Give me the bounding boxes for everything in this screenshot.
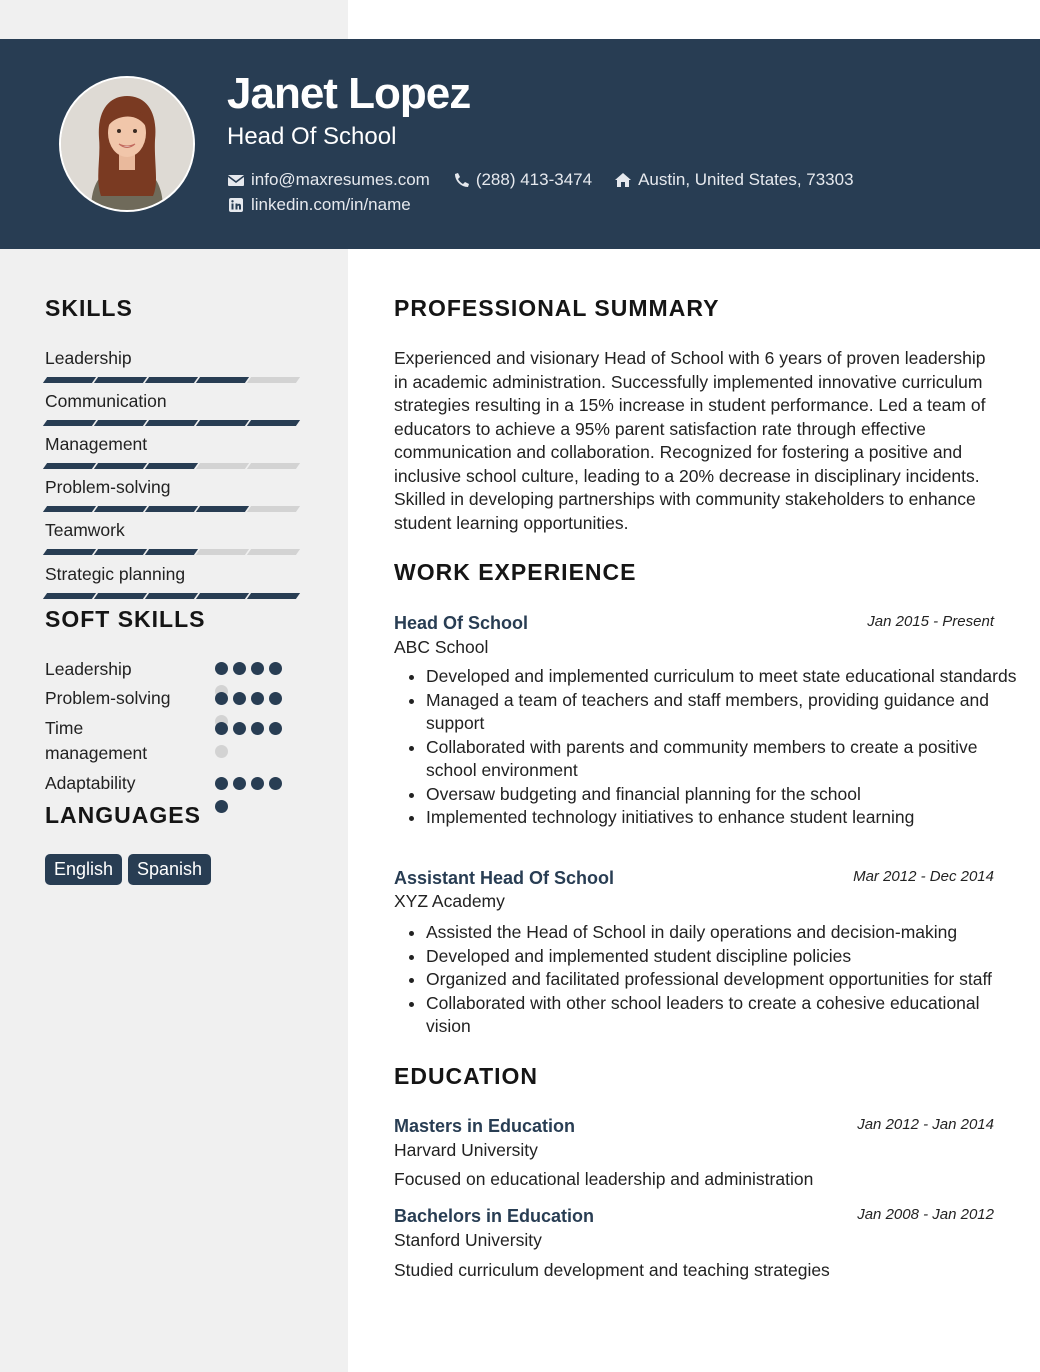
skill-bar-segment (247, 420, 300, 426)
envelope-icon (227, 172, 245, 188)
skill-bar (45, 593, 300, 599)
education-description: Focused on educational leadership and administration (394, 1169, 814, 1189)
skill-bar-segment (43, 549, 96, 555)
language-badge: Spanish (128, 854, 211, 885)
job-bullet: • Oversaw budgeting and financial planning for the school (426, 783, 1026, 807)
skill-bar-segment (94, 549, 147, 555)
skill-bar-segment (43, 420, 96, 426)
skill-name: Leadership (45, 348, 132, 368)
skill-bar-segment (43, 463, 96, 469)
linkedin-contact[interactable] (227, 195, 411, 215)
job-bullet: • Developed and implemented student discipline policies (426, 945, 1026, 969)
rating-dot (269, 777, 282, 790)
skill-name: Problem-solving (45, 477, 171, 497)
skill-bar-segment (43, 506, 96, 512)
rating-dot (215, 745, 228, 758)
job-date: Mar 2012 - Dec 2014 (853, 868, 994, 885)
rating-dot (215, 777, 228, 790)
soft-skills-heading: SOFT SKILLS (45, 606, 206, 632)
job-title: Assistant Head Of School (394, 868, 615, 888)
skill-name: Teamwork (45, 520, 125, 540)
candidate-name: Janet Lopez (227, 69, 471, 118)
profile-photo (61, 78, 193, 210)
skill-bar-segment (145, 420, 198, 426)
email-text: info@maxresumes.com (251, 169, 430, 189)
summary-text: Experienced and visionary Head of School with 6 years of proven leadership in academic administration. Successfully implemented innovative curriculum strategies resulting in a 15% increase in student performance. Led a team of educators to achieve a 95% parent satisfaction rate through effective communication and collaboration. Recognized for fostering a positive and inclusive school culture, leading to a 20% decrease in disciplinary incidents. Skilled in developing partnerships with community stakeholders to enhance student learning opportunities. (394, 348, 986, 533)
skill-bar-segment (247, 377, 300, 383)
skill-bar-segment (43, 593, 96, 599)
soft-skill-rating (215, 777, 295, 823)
languages-heading: LANGUAGES (45, 802, 201, 828)
skill-bar-segment (94, 463, 147, 469)
job-bullet: • Organized and facilitated professional development opportunities for staff (426, 968, 1026, 992)
skill-bar-segment (196, 420, 249, 426)
skill-name: Strategic planning (45, 564, 186, 584)
skill-bar-segment (94, 377, 147, 383)
education-heading: EDUCATION (394, 1063, 539, 1089)
rating-dot (233, 662, 246, 675)
soft-skill-rating (215, 722, 295, 768)
skill-bar (45, 549, 300, 555)
rating-dot (215, 692, 228, 705)
skill-bar-segment (247, 593, 300, 599)
skill-bar-segment (247, 506, 300, 512)
rating-dot (233, 722, 246, 735)
education-date: Jan 2008 - Jan 2012 (857, 1206, 994, 1223)
skill-bar-segment (196, 463, 249, 469)
degree-title: Masters in Education (394, 1116, 576, 1136)
rating-dot (269, 662, 282, 675)
job-bullet: • Implemented technology initiatives to enhance student learning (426, 806, 1026, 830)
job-bullets (394, 921, 1026, 1039)
rating-dot (251, 662, 264, 675)
skill-bar-segment (94, 593, 147, 599)
skill-bar-segment (247, 463, 300, 469)
job-bullet: • Collaborated with other school leaders to create a cohesive educational vision (426, 992, 1026, 1039)
job-organization: XYZ Academy (394, 891, 505, 911)
skill-bar-segment (196, 549, 249, 555)
job-organization: ABC School (394, 637, 489, 657)
avatar (59, 76, 195, 212)
job-bullets (394, 665, 1026, 830)
rating-dot (269, 692, 282, 705)
soft-skill-name: Adaptability (45, 773, 136, 793)
rating-dot (233, 777, 246, 790)
language-badge: English (45, 854, 122, 885)
skill-bar (45, 463, 300, 469)
linkedin-icon (227, 197, 245, 213)
rating-dot (215, 800, 228, 813)
phone-contact[interactable] (452, 170, 592, 190)
skill-bar-segment (145, 506, 198, 512)
email-contact[interactable] (227, 170, 430, 190)
school-name: Stanford University (394, 1230, 542, 1250)
skill-bar-segment (247, 549, 300, 555)
job-bullet: • Collaborated with parents and community members to create a positive school environment (426, 736, 1026, 783)
skill-bar-segment (196, 593, 249, 599)
job-title: Head Of School (394, 613, 529, 633)
rating-dot (251, 777, 264, 790)
job-bullet: • Developed and implemented curriculum to meet state educational standards (426, 665, 1026, 689)
school-name: Harvard University (394, 1140, 538, 1160)
skill-bar (45, 377, 300, 383)
resume-header (0, 39, 1040, 249)
skill-bar-segment (43, 377, 96, 383)
candidate-title: Head Of School (227, 123, 397, 150)
degree-title: Bachelors in Education (394, 1206, 595, 1226)
skill-bar-segment (145, 593, 198, 599)
job-bullet: • Managed a team of teachers and staff members, providing guidance and support (426, 689, 1026, 736)
job-bullet: • Assisted the Head of School in daily operations and decision-making (426, 921, 1026, 945)
skills-heading: SKILLS (45, 295, 133, 321)
skill-bar-segment (196, 377, 249, 383)
rating-dot (251, 692, 264, 705)
skill-bar (45, 506, 300, 512)
skill-bar-segment (94, 420, 147, 426)
rating-dot (215, 722, 228, 735)
phone-text: (288) 413-3474 (475, 169, 593, 189)
skill-bar-segment (145, 377, 198, 383)
skill-name: Communication (45, 391, 167, 411)
linkedin-text: linkedin.com/in/name (251, 194, 411, 214)
skill-bar (45, 420, 300, 426)
address-contact (614, 170, 853, 190)
skill-bar-segment (145, 549, 198, 555)
education-date: Jan 2012 - Jan 2014 (857, 1116, 994, 1133)
phone-icon (452, 172, 470, 188)
skill-bar-segment (94, 506, 147, 512)
rating-dot (251, 722, 264, 735)
soft-skill-name: Time management (45, 718, 148, 763)
job-date: Jan 2015 - Present (867, 613, 994, 630)
skill-bar-segment (145, 463, 198, 469)
soft-skill-name: Problem-solving (45, 688, 171, 708)
rating-dot (269, 722, 282, 735)
address-text: Austin, United States, 73303 (638, 169, 854, 189)
skill-name: Management (45, 434, 148, 454)
rating-dot (215, 662, 228, 675)
experience-heading: WORK EXPERIENCE (394, 559, 637, 585)
home-icon (614, 172, 632, 188)
summary-heading: PROFESSIONAL SUMMARY (394, 295, 720, 321)
contact-info (227, 167, 876, 217)
skill-bar-segment (196, 506, 249, 512)
education-description: Studied curriculum development and teaching strategies (394, 1260, 830, 1280)
rating-dot (233, 692, 246, 705)
soft-skill-name: Leadership (45, 659, 132, 679)
